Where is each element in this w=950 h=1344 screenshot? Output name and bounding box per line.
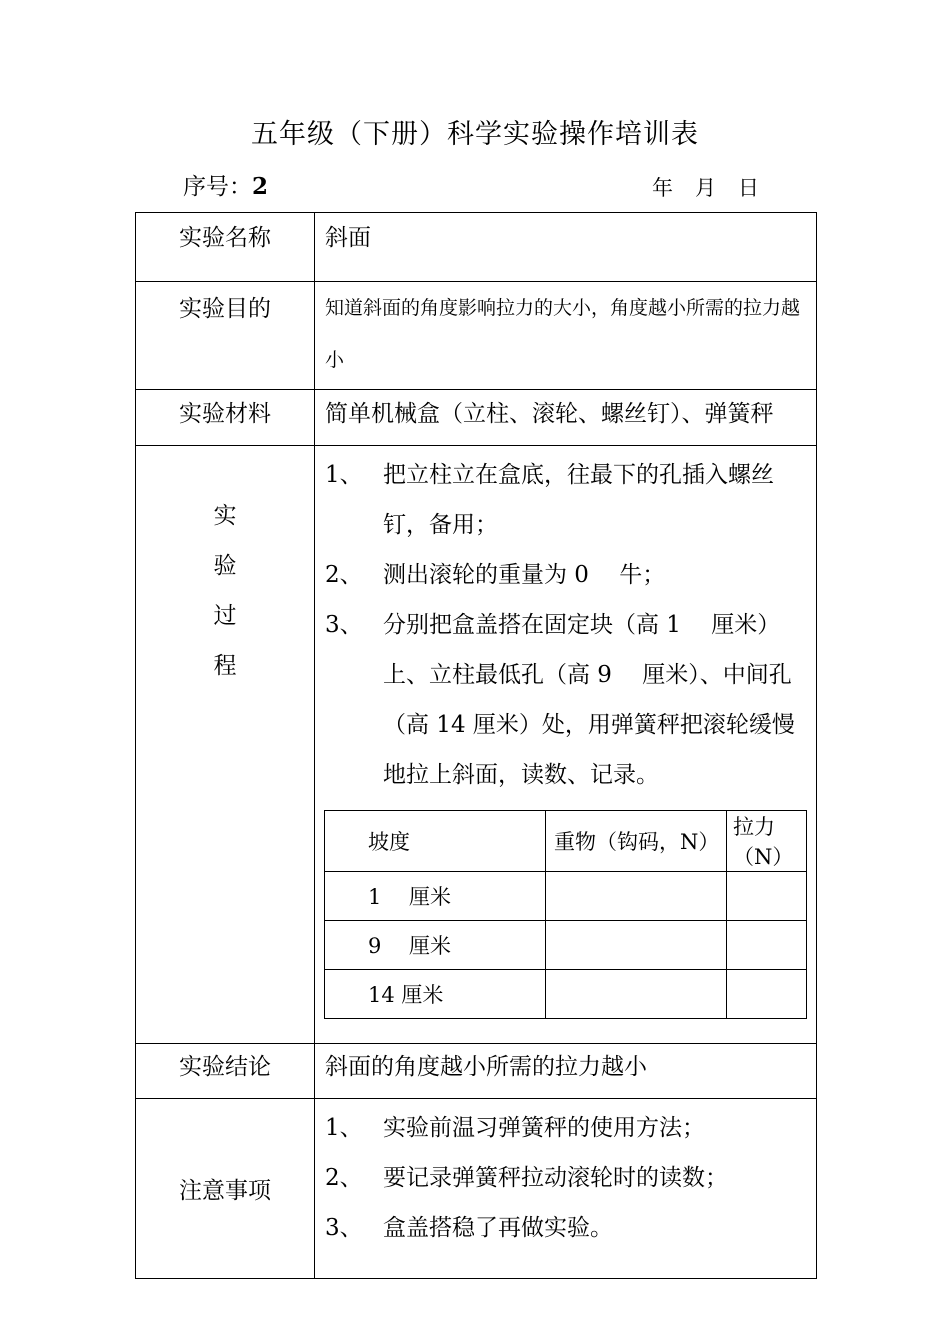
table-row	[325, 921, 807, 970]
process-step	[325, 450, 808, 550]
note-text: 要记录弹簧秤拉动滚轮时的读数；	[383, 1165, 728, 1191]
date-month: 月	[695, 176, 716, 200]
step-text: 测出滚轮的重量为 0 牛；	[383, 562, 666, 588]
table-row	[325, 970, 807, 1019]
record-table	[324, 810, 807, 1019]
pull-force-cell[interactable]	[727, 872, 807, 921]
process-label-char: 验	[213, 553, 237, 579]
serial-label: 序号：	[183, 174, 252, 200]
process-label-char: 程	[213, 653, 237, 679]
experiment-materials-label: 实验材料	[136, 390, 315, 446]
experiment-process-label	[136, 446, 315, 1044]
step-text: 分别把盒盖搭在固定块（高 1 厘米）上、立柱最低孔（高 9 厘米）、中间孔（高 14 厘米）处，用弹簧秤把滚轮缓慢地拉上斜面，读数、记录。	[383, 612, 795, 788]
note-number: 1、	[325, 1115, 363, 1141]
page-title: 五年级（下册）科学实验操作培训表	[251, 119, 699, 150]
row-experiment-process	[136, 446, 817, 1044]
note-number: 3、	[325, 1215, 363, 1241]
notes-label: 注意事项	[136, 1099, 315, 1279]
experiment-process-steps	[315, 446, 817, 1044]
pull-force-cell[interactable]	[727, 921, 807, 970]
slope-cell: 1 厘米	[325, 872, 546, 921]
note-item	[325, 1103, 816, 1153]
record-table-header	[325, 811, 807, 872]
notes-list	[315, 1099, 817, 1279]
note-text: 实验前温习弹簧秤的使用方法；	[383, 1115, 705, 1141]
serial-value: 2	[252, 173, 269, 200]
experiment-purpose-label: 实验目的	[136, 282, 315, 390]
step-text: 把立柱立在盒底，往最下的孔插入螺丝钉，备用；	[383, 462, 774, 538]
date-line	[652, 172, 781, 202]
process-step	[325, 550, 808, 600]
weight-cell[interactable]	[546, 921, 727, 970]
date-day: 日	[738, 176, 759, 200]
table-row	[325, 872, 807, 921]
header-weight: 重物（钩码，N）	[546, 811, 727, 872]
note-number: 2、	[325, 1165, 363, 1191]
note-item	[325, 1153, 816, 1203]
process-label-char: 过	[213, 603, 237, 629]
row-experiment-purpose	[136, 282, 817, 390]
note-text: 盒盖搭稳了再做实验。	[383, 1215, 613, 1241]
process-step	[325, 600, 808, 800]
slope-cell: 14 厘米	[325, 970, 546, 1019]
experiment-conclusion-value: 斜面的角度越小所需的拉力越小	[315, 1044, 817, 1099]
serial-number	[183, 168, 268, 201]
step-number: 1、	[325, 462, 363, 488]
header-slope: 坡度	[325, 811, 546, 872]
row-experiment-conclusion	[136, 1044, 817, 1099]
step-number: 2、	[325, 562, 363, 588]
experiment-name-value: 斜面	[315, 213, 817, 282]
experiment-materials-value: 简单机械盒（立柱、滚轮、螺丝钉）、弹簧秤	[315, 390, 817, 446]
row-experiment-name	[136, 213, 817, 282]
step-number: 3、	[325, 612, 363, 638]
process-label-char: 实	[213, 503, 237, 529]
training-table	[135, 212, 817, 1279]
row-notes	[136, 1099, 817, 1279]
slope-cell: 9 厘米	[325, 921, 546, 970]
header-pull-force: 拉力（N）	[727, 811, 807, 872]
weight-cell[interactable]	[546, 872, 727, 921]
weight-cell[interactable]	[546, 970, 727, 1019]
experiment-name-label: 实验名称	[136, 213, 315, 282]
date-year: 年	[652, 176, 673, 200]
row-experiment-materials	[136, 390, 817, 446]
pull-force-cell[interactable]	[727, 970, 807, 1019]
experiment-conclusion-label: 实验结论	[136, 1044, 315, 1099]
note-item	[325, 1203, 816, 1253]
experiment-purpose-value: 知道斜面的角度影响拉力的大小，角度越小所需的拉力越小	[315, 282, 817, 390]
